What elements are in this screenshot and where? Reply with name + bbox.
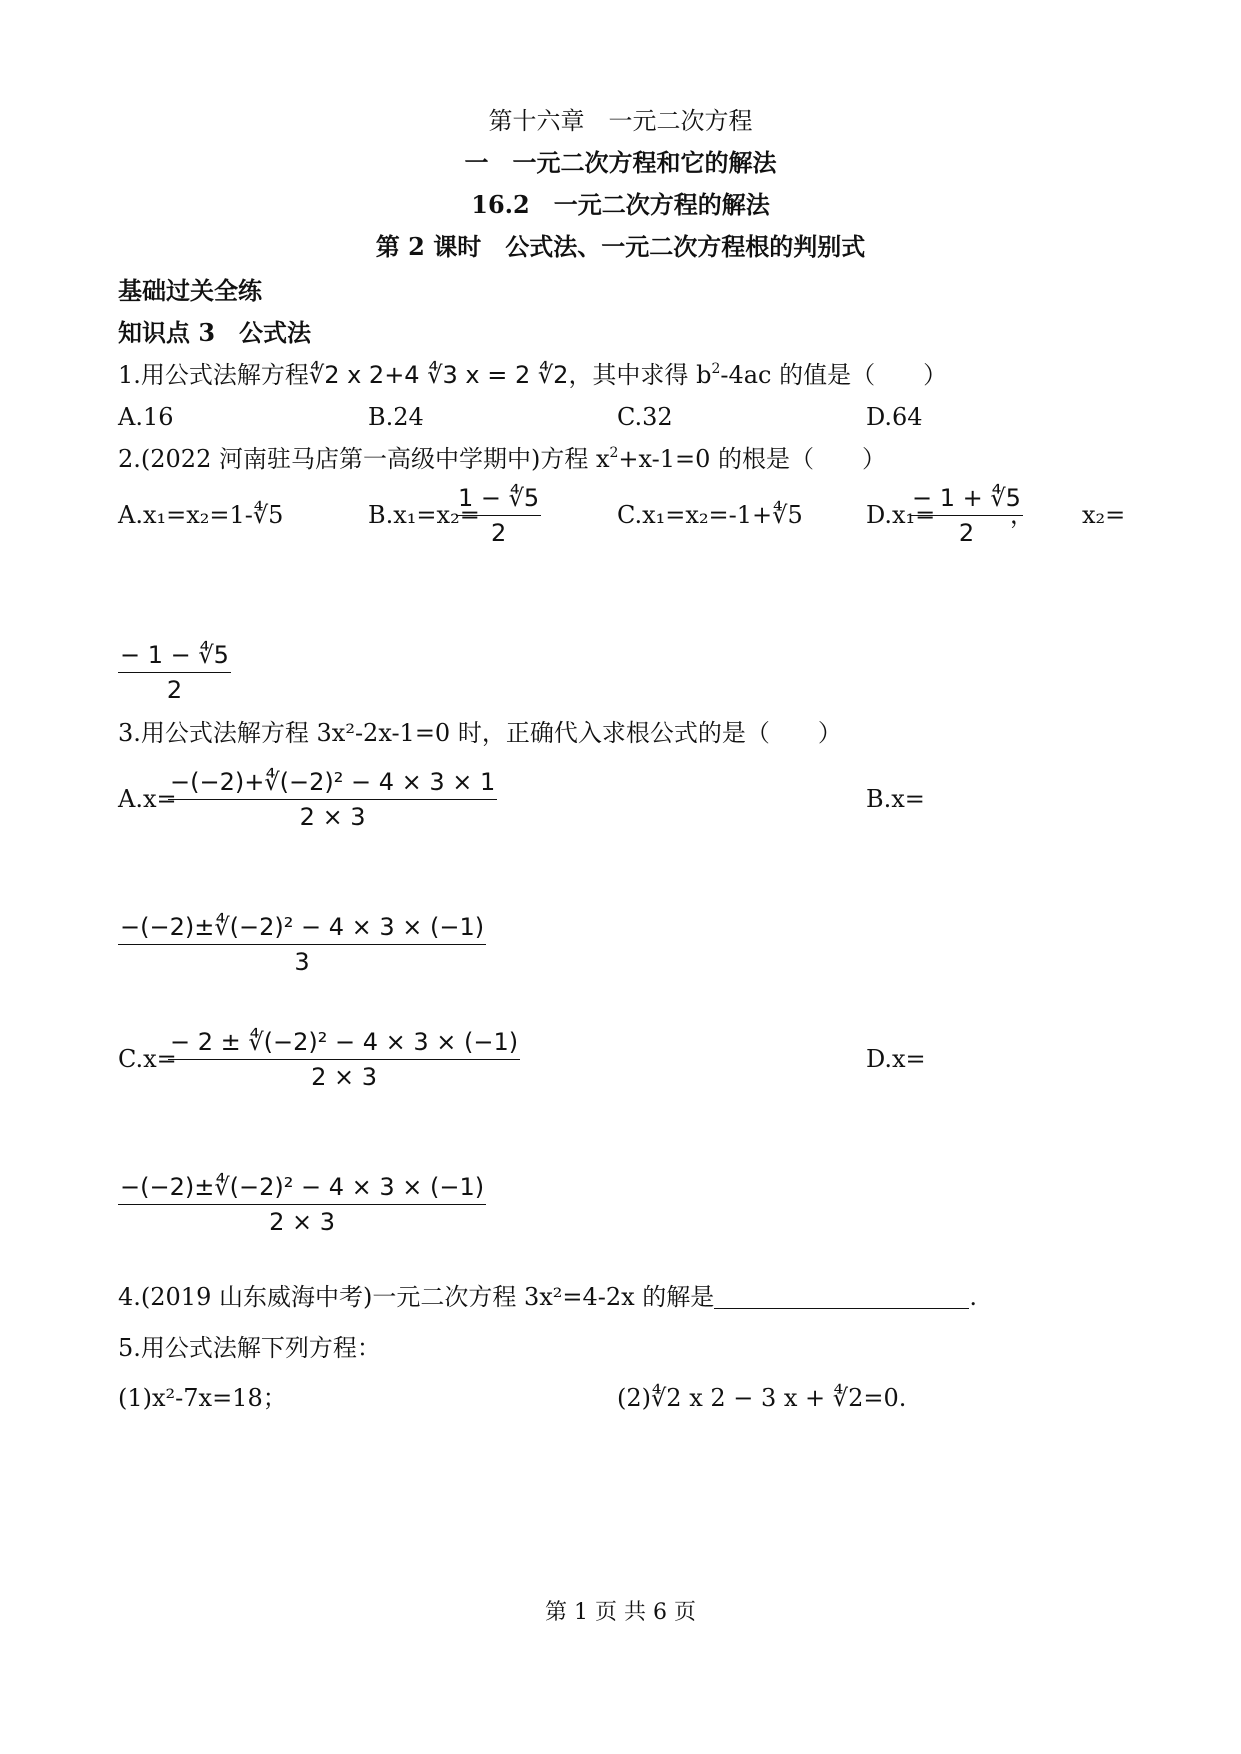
denominator: 2 × 3 [299, 803, 366, 831]
numerator: − 2 ± ∜(−2)² − 4 × 3 × (−1) [168, 1027, 520, 1060]
section-title: 16.2 一元二次方程的解法 [471, 190, 770, 219]
numerator: −(−2)+∜(−2)² − 4 × 3 × 1 [168, 767, 497, 800]
q5-part-1: (1)x²-7x=18； [118, 1384, 287, 1412]
q2-option-a: A.x₁=x₂=1-∜5 [118, 501, 284, 529]
q2-option-d-fraction [910, 483, 1023, 548]
q3-option-c-fraction [168, 1027, 520, 1092]
unit-title: 一 一元二次方程和它的解法 [464, 148, 777, 177]
numerator: − 1 − ∜5 [118, 640, 231, 673]
denominator: 2 × 3 [311, 1063, 378, 1091]
page-footer: 第 1 页 共 6 页 [545, 1600, 696, 1625]
question-3-stem: 3.用公式法解方程 3x²-2x-1=0 时，正确代入求根公式的是（ ） [118, 719, 842, 747]
q2-option-d-prefix: D.x₁= [866, 501, 936, 529]
question-2-stem: 2.(2022 河南驻马店第一高级中学期中)方程 $x^2+x-1=0$ 的根是（ ） [118, 445, 887, 473]
q2-option-c: C.x₁=x₂=-1+∜5 [617, 501, 803, 529]
answer-blank [714, 1286, 969, 1309]
q2-option-b-fraction [456, 483, 541, 548]
q3-option-d-prefix: D.x= [866, 1045, 926, 1073]
q3-option-a-prefix: A.x= [118, 785, 177, 813]
q3-option-c-prefix: C.x= [118, 1045, 177, 1073]
numerator: −(−2)±∜(−2)² − 4 × 3 × (−1) [118, 912, 486, 945]
denominator: 3 [294, 948, 310, 976]
q5-part-2: (2)∜2 x 2 − 3 x + ∜2=0. [617, 1384, 907, 1412]
q1-option-a: A.16 [118, 403, 174, 431]
q3-option-b-prefix: B.x= [866, 785, 925, 813]
denominator: 2 [490, 519, 507, 547]
knowledge-point: 知识点 3 公式法 [118, 318, 312, 347]
q3-option-a-fraction [168, 767, 497, 832]
numerator: − 1 + ∜5 [910, 483, 1023, 516]
q3-option-d-fraction [118, 1172, 486, 1237]
q1-option-d: D.64 [866, 403, 923, 431]
q1-equation: ∜2 x 2+4 ∜3 x = 2 ∜2 [308, 361, 569, 389]
denominator: 2 [166, 676, 183, 704]
denominator: 2 × 3 [269, 1208, 335, 1236]
lesson-title: 第 2 课时 公式法、一元二次方程根的判别式 [375, 232, 866, 261]
numerator: 1 − ∜5 [456, 483, 541, 516]
question-5-stem: 5.用公式法解下列方程： [118, 1334, 381, 1362]
question-1-stem: 1.用公式法解方程∜2 x 2+4 ∜3 x = 2 ∜2，其中求得 $b^2-4ac$ 的值是（ ） [118, 361, 948, 389]
denominator: 2 [958, 519, 975, 547]
q2-option-d-x2-fraction [118, 640, 231, 705]
question-4-stem: 4.(2019 山东威海中考)一元二次方程 3x²=4-2x 的解是 . [118, 1283, 977, 1311]
q1-option-c: C.32 [617, 403, 673, 431]
numerator: −(−2)±∜(−2)² − 4 × 3 × (−1) [118, 1172, 486, 1205]
q1-option-b: B.24 [368, 403, 424, 431]
q3-option-b-fraction [118, 912, 486, 977]
q2-option-d-comma: ， [1010, 501, 1034, 529]
q2-option-b-prefix: B.x₁=x₂= [368, 501, 480, 529]
chapter-title: 第十六章 一元二次方程 [488, 107, 753, 135]
practice-title: 基础过关全练 [118, 276, 262, 305]
q2-option-d-x2: x₂= [1082, 501, 1126, 529]
